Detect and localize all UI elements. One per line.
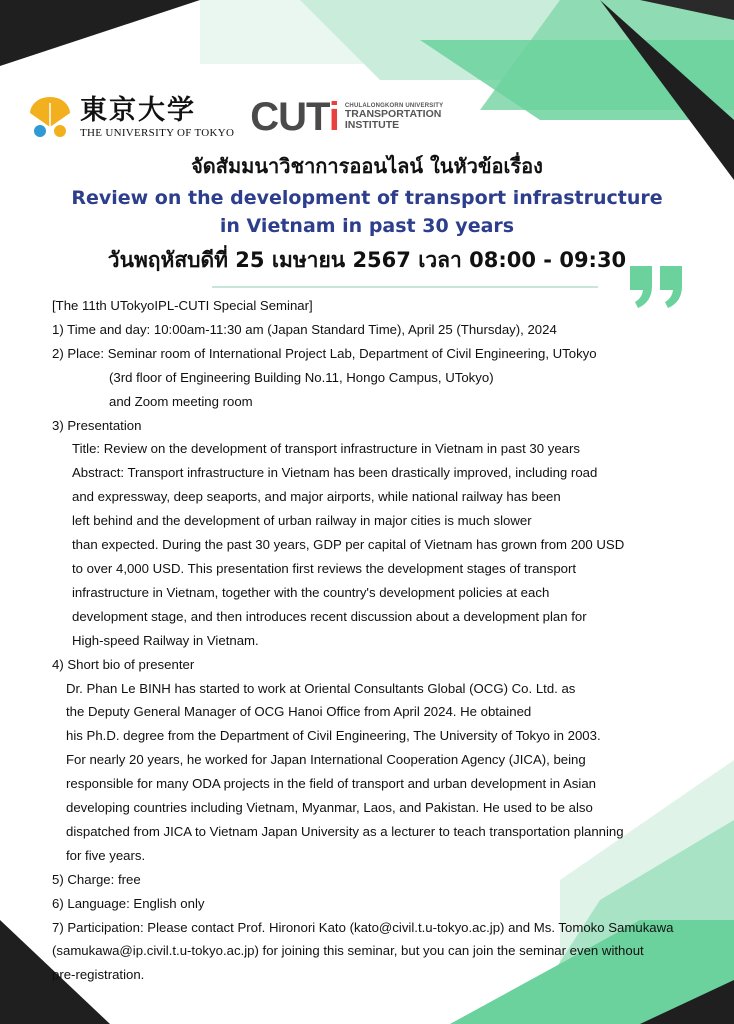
place-online: and Zoom meeting room [109, 393, 253, 409]
participation-line: (samukawa@ip.civil.t.u-tokyo.ac.jp) for joining this seminar, but you can join the seminar even without [52, 943, 644, 959]
utokyo-wordmark [80, 96, 234, 139]
header-logos [26, 92, 443, 142]
abstract-line: High-speed Railway in Vietnam. [72, 632, 259, 648]
bio-line: dispatched from JICA to Vietnam Japan University as a lecturer to teach transportation planning [66, 823, 624, 839]
bio-heading: 4) Short bio of presenter [52, 656, 195, 672]
ginkgo-leaf-icon [26, 93, 74, 141]
english-title-line-2: in Vietnam in past 30 years [219, 215, 515, 237]
bio-line: responsible for many ODA projects in the field of transport and urban development in Asian [66, 776, 596, 792]
abstract-line: infrastructure in Vietnam, together with the country's development policies at each [72, 584, 550, 600]
series-label: [The 11th UTokyoIPL-CUTI Special Seminar] [52, 298, 313, 313]
bio-line: Dr. Phan Le BINH has started to work at Oriental Consultants Global (OCG) Co. Ltd. as [66, 680, 576, 696]
place-detail: (3rd floor of Engineering Building No.11, Hongo Campus, UTokyo) [109, 369, 494, 385]
participation-line: pre-registration. [52, 967, 145, 983]
charge-line: 5) Charge: free [52, 871, 141, 887]
thai-date: วันพฤหัสบดีที่ 25 เมษายน 2567 เวลา 08:00 - 09:30 [107, 248, 627, 272]
cuti-logo [250, 95, 443, 140]
bio-line: developing countries including Vietnam, Myanmar, Laos, and Pakistan. He used to be also [66, 800, 593, 816]
cuti-subtitle: CHULALONGKORN UNIVERSITY TRANSPORTATION INSTITUTE [344, 103, 444, 131]
thai-heading: จัดสัมมนาวิชาการออนไลน์ ในหัวข้อเรื่อง [191, 154, 543, 178]
utokyo-english: THE UNIVERSITY OF TOKYO [80, 126, 235, 139]
bio-line: for five years. [66, 847, 146, 863]
bio-line: the Deputy General Manager of OCG Hanoi Office from April 2024. He obtained [66, 704, 532, 720]
presentation-heading: 3) Presentation [52, 417, 142, 433]
abstract-line: than expected. During the past 30 years, GDP per capital of Vietnam has grown from 200 USD [72, 537, 625, 553]
english-title-line-1: Review on the development of transport infrastructure [71, 187, 663, 209]
seminar-details [52, 294, 724, 987]
bio-line: his Ph.D. degree from the Department of Civil Engineering, The University of Tokyo in 2003. [66, 728, 601, 744]
abstract-line: and expressway, deep seaports, and major airports, while national railway has been [72, 489, 561, 505]
english-title [0, 184, 734, 240]
divider [212, 286, 598, 288]
abstract-line: left behind and the development of urban railway in major cities is much slower [72, 513, 532, 529]
abstract-line: development stage, and then introduces recent discussion about a development plan for [72, 608, 587, 624]
bio-line: For nearly 20 years, he worked for Japan International Cooperation Agency (JICA), being [66, 752, 586, 768]
language-line: 6) Language: English only [52, 895, 205, 911]
participation-line: 7) Participation: Please contact Prof. Hironori Kato (kato@civil.t.u-tokyo.ac.jp) and Ms. Tomoko Samukawa [52, 919, 674, 935]
abstract-line: to over 4,000 USD. This presentation first reviews the development stages of transport [72, 560, 577, 576]
abstract-line: Abstract: Transport infrastructure in Vietnam has been drastically improved, including road [72, 465, 598, 481]
cuti-wordmark: CUTi [250, 94, 339, 139]
utokyo-kanji: 東京大学 [80, 94, 196, 126]
time-line: 1) Time and day: 10:00am-11:30 am (Japan Standard Time), April 25 (Thursday), 2024 [52, 321, 557, 337]
place-line: 2) Place: Seminar room of International Project Lab, Department of Civil Engineering, UTokyo [52, 345, 597, 361]
presentation-title: Title: Review on the development of transport infrastructure in Vietnam in past 30 years [72, 441, 580, 457]
